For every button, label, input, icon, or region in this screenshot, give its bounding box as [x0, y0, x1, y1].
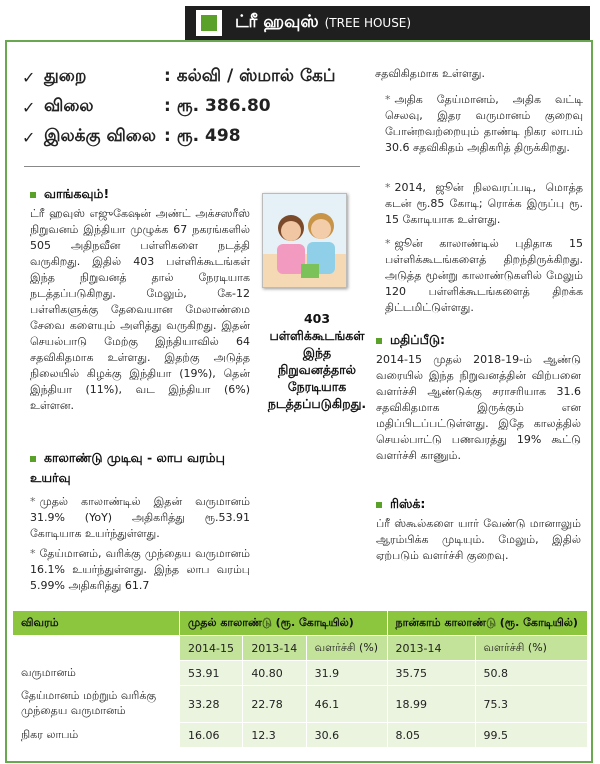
- children-photo: [262, 193, 347, 288]
- risk-body: ப்ரீ ஸ்கூல்களை யார் வேண்டு மானாலும் ஆரம்பிக்க முடியும். மேலும், இதில் ஏற்படும் வளர்ச்சி குறைவு.: [376, 517, 581, 562]
- risk-heading: ரிஸ்க்:: [376, 496, 425, 513]
- stat-sector: ✓ துறை : கல்வி / ஸ்மால் கேப்: [22, 66, 336, 87]
- table-row: வருமானம் 53.91 40.80 31.9 35.75 50.8: [13, 661, 588, 686]
- stat-target: ✓ இலக்கு விலை : ரூ. 498: [22, 126, 241, 147]
- valuation-heading: மதிப்பீடு:: [376, 332, 445, 349]
- table-row: தேய்மானம் மற்றும் வரிக்கு முந்தைய வருமானம் 33.28 22.78 46.1 18.99 75.3: [13, 686, 588, 723]
- table-header-row: விவரம் முதல் காலாண்டு (ரூ. கோடியில்) நான்காம் காலாண்டு (ரூ. கோடியில்): [13, 611, 588, 636]
- divider: [24, 166, 360, 167]
- quarter-item: * முதல் காலாண்டில் இதன் வருமானம் 31.9% (YoY) அதிகரித்து ரூ.53.91 கோடியாக உயர்ந்துள்ளது.: [30, 495, 250, 540]
- right-continuation: சதவிகிதமாக உள்ளது.: [375, 67, 485, 80]
- stat-price: ✓ விலை : ரூ. 386.80: [22, 96, 271, 117]
- table-row: நிகர லாபம் 16.06 12.3 30.6 8.05 99.5: [13, 723, 588, 748]
- article-title: ட்ரீ ஹவுஸ் (TREE HOUSE): [235, 12, 412, 32]
- table-subheader-row: 2014-15 2013-14 வளர்ச்சி (%) 2013-14 வளர்ச்சி (%): [13, 636, 588, 661]
- stock-summary: [22, 62, 357, 152]
- check-icon: ✓: [22, 67, 36, 87]
- buy-body: ட்ரீ ஹவுஸ் எஜுகேஷன் அண்ட் அக்சஸரீஸ் நிறுவனம் இந்தியா முழுக்க 67 நகரங்களில் 505 அதிநவீன பள்ளிகளை நடத்தி வருகிறது. இதில் 403 பள்ளிக்கூடங்கள் இந்த நிறுவனத் தால் நேரடியாக நடத்தப்படுகிறது. மேலும், கே-12 பள்ளிகளுக்கு தேவையான மேலாண்மை சேவை களையும் அளித்து வருகிறது. இதன் செயல்பாடு மேற்கு இந்தியாவில் 64 சதவிகிதமாக உள்ளது. இதற்கு அடுத்த நிலையில் கிழக்கு இந்தியா (19%), தென் இந்தியா (11%), வட இந்தியா (6%) உள்ளன.: [30, 207, 250, 412]
- quarter-item: * தேய்மானம், வரிக்கு முந்தைய வருமானம் 16.1% உயர்ந்துள்ளது. இந்த லாப வரம்பு 5.99% அதிகரித்து 61.7: [30, 547, 250, 592]
- buy-heading: வாங்கவும்!: [30, 186, 109, 203]
- green-square-icon: [196, 10, 222, 36]
- quarter-heading: காலாண்டு முடிவு - லாப வரம்பு உயர்வு: [30, 450, 225, 485]
- valuation-body: 2014-15 முதல் 2018-19-ம் ஆண்டு வரையில் இந்த நிறுவனத்தின் விற்பனை வளர்ச்சி ஆண்டுக்கு சராசரியாக 31.6 சதவிகிதமாக இருக்கும் என மதிப்பிடப்பட்டுள்ளது. இதே காலத்தில் செயல்பாட்டு பணவரத்து 19% கூட்டு வளர்ச்சி காணும்.: [376, 353, 581, 462]
- header-bar: [185, 6, 590, 40]
- right-item: * ஜூன் காலாண்டில் புதிதாக 15 பள்ளிக்கூடங்களைத் திறந்திருக்கிறது. அடுத்த மூன்று காலாண்டுகளில் மேலும் 120 பள்ளிக்கூடங்களைத் திறக்க திட்டமிட்டுள்ளது.: [385, 237, 583, 314]
- right-item: * 2014, ஜூன் நிலவரப்படி, மொத்த கடன் ரூ.85 கோடி; ரொக்க இருப்பு ரூ. 15 கோடியாக உள்ளது.: [385, 181, 583, 226]
- check-icon: ✓: [22, 97, 36, 117]
- right-item: * அதிக தேய்மானம், அதிக வட்டி செலவு, இதர வருமானம் குறைவு போன்றவற்றையும் தாண்டி நிகர லாபம் 30.6 சதவிகிதம் அதிகரித் திருக்கிறது.: [385, 93, 583, 154]
- results-table: [12, 610, 588, 748]
- photo-callout: 403 பள்ளிக்கூடங்கள் இந்த நிறுவனத்தால் நேரடியாக நடத்தப்படுகிறது.: [267, 311, 367, 411]
- check-icon: ✓: [22, 127, 36, 147]
